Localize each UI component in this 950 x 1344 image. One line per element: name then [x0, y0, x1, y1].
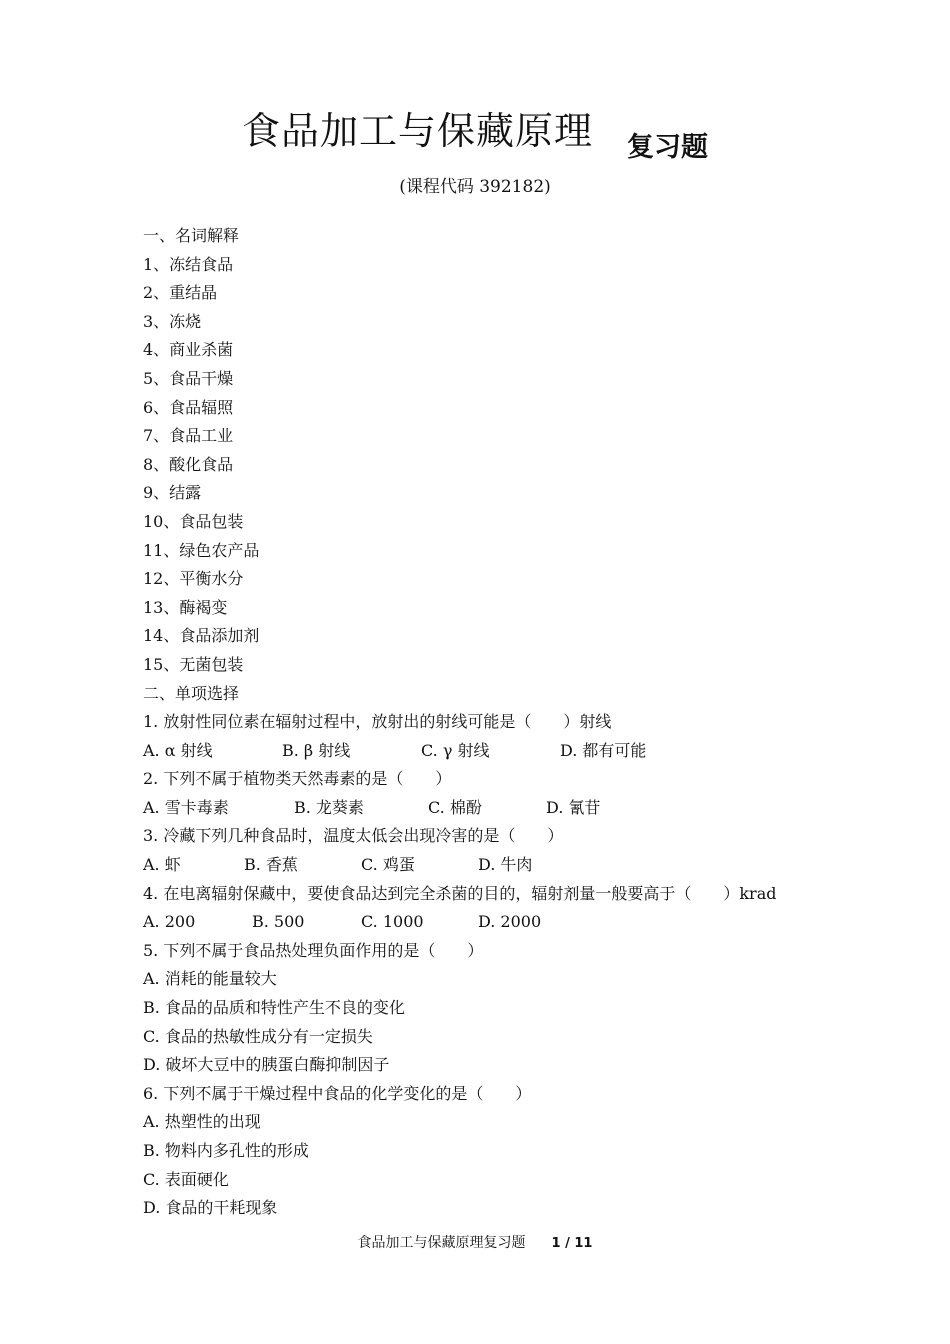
question-2: 2. 下列不属于植物类天然毒素的是（ ） — [143, 769, 452, 789]
option-d: D. 氰苷 — [546, 797, 601, 817]
option-c: C. 表面硬化 — [143, 1169, 229, 1189]
course-code: (课程代码 392182) — [399, 177, 551, 197]
term-item: 15、无菌包装 — [143, 654, 244, 674]
question-4-options — [143, 908, 843, 937]
term-item: 3、冻烧 — [143, 311, 202, 331]
option-b: B. 龙葵素 — [294, 797, 364, 817]
question-1-options — [143, 737, 843, 766]
option-a: A. 雪卡毒素 — [143, 797, 229, 817]
option-b: B. 食品的品质和特性产生不良的变化 — [143, 998, 405, 1018]
option-d: D. 食品的干耗现象 — [143, 1198, 278, 1218]
title-suffix: 复习题 — [627, 132, 708, 163]
question-6: 6. 下列不属于干燥过程中食品的化学变化的是（ ） — [143, 1083, 532, 1103]
term-item: 10、食品包装 — [143, 511, 244, 531]
option-c: C. 食品的热敏性成分有一定损失 — [143, 1026, 373, 1046]
question-5: 5. 下列不属于食品热处理负面作用的是（ ） — [143, 940, 484, 960]
document-title — [0, 100, 950, 163]
term-item: 1、冻结食品 — [143, 254, 234, 274]
option-d: D. 破坏大豆中的胰蛋白酶抑制因子 — [143, 1055, 390, 1075]
term-item: 7、食品工业 — [143, 426, 234, 446]
option-a: A. 虾 — [143, 855, 181, 875]
option-a: A. 热塑性的出现 — [143, 1112, 261, 1132]
term-item: 4、商业杀菌 — [143, 340, 234, 360]
option-d: D. 牛肉 — [478, 855, 533, 875]
footer-label: 食品加工与保藏原理复习题 — [357, 1235, 526, 1251]
question-1: 1. 放射性同位素在辐射过程中，放射出的射线可能是（ ）射线 — [143, 712, 612, 732]
question-4: 4. 在电离辐射保藏中，要使食品达到完全杀菌的目的，辐射剂量一般要高于（ ）krad — [143, 883, 777, 903]
option-b: B. β 射线 — [282, 740, 351, 760]
document-body — [143, 222, 843, 1223]
page-footer — [0, 1232, 950, 1252]
section-heading: 二、单项选择 — [143, 683, 240, 703]
term-item: 14、食品添加剂 — [143, 626, 260, 646]
option-c: C. 1000 — [361, 912, 424, 932]
option-a: A. α 射线 — [143, 740, 213, 760]
option-d: D. 都有可能 — [560, 740, 647, 760]
option-a: A. 消耗的能量较大 — [143, 969, 277, 989]
term-item: 9、结露 — [143, 483, 202, 503]
option-c: C. γ 射线 — [421, 740, 490, 760]
question-3-options — [143, 851, 843, 880]
option-b: B. 500 — [252, 912, 305, 932]
term-item: 12、平衡水分 — [143, 569, 244, 589]
term-item: 13、酶褐变 — [143, 597, 228, 617]
term-item: 6、食品辐照 — [143, 397, 234, 417]
term-item: 5、食品干燥 — [143, 368, 234, 388]
option-d: D. 2000 — [478, 912, 542, 932]
term-item: 2、重结晶 — [143, 283, 218, 303]
term-item: 8、酸化食品 — [143, 454, 234, 474]
question-2-options — [143, 794, 843, 823]
question-3: 3. 冷藏下列几种食品时，温度太低会出现冷害的是（ ） — [143, 826, 564, 846]
option-b: B. 物料内多孔性的形成 — [143, 1141, 309, 1160]
option-c: C. 鸡蛋 — [361, 855, 415, 875]
option-a: A. 200 — [143, 912, 196, 932]
page-number: 1 / 11 — [551, 1236, 593, 1251]
option-c: C. 棉酚 — [428, 797, 482, 817]
term-item: 11、绿色农产品 — [143, 540, 260, 560]
option-b: B. 香蕉 — [244, 855, 298, 875]
title-main: 食品加工与保藏原理 — [241, 109, 593, 153]
section-heading: 一、名词解释 — [143, 226, 240, 245]
